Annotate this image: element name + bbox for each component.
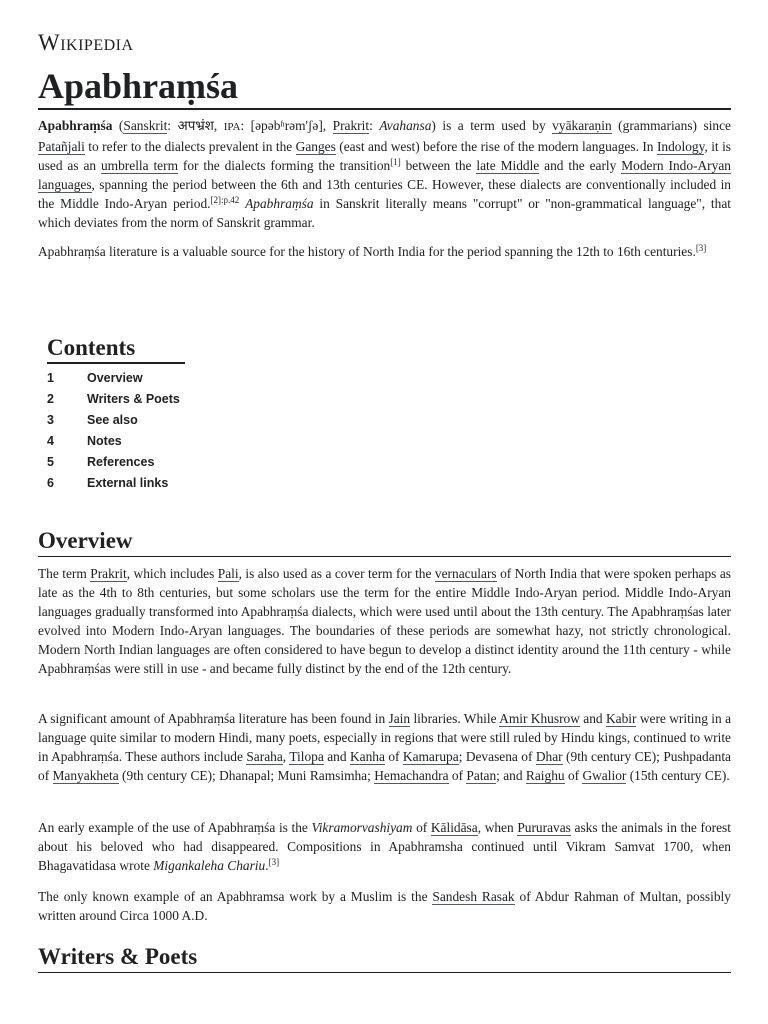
- text: asks the animals in the forest about his beloved who had disappeared. Compositions in Apabhramsha continued until Vikram Samvat 1700, when Bhagavatidasa wrote: [38, 820, 731, 873]
- toc-number: 5: [47, 455, 54, 469]
- text: A significant amount of Apabhraṃśa literature has been found in: [38, 711, 389, 726]
- section-heading-overview: Overview: [38, 526, 731, 557]
- toc-number: 6: [47, 476, 54, 490]
- text: libraries. While: [410, 711, 500, 726]
- link-kalidasa[interactable]: Kālidāsa: [430, 820, 478, 835]
- toc-label: External links: [87, 476, 169, 490]
- link-amir-khusrow[interactable]: Amir Khusrow: [499, 711, 580, 726]
- text: and: [323, 749, 350, 764]
- link-pururavas[interactable]: Pururavas: [517, 820, 571, 835]
- link-saraha[interactable]: Saraha: [246, 749, 283, 764]
- text: :: [369, 118, 380, 133]
- text: , it is used as an: [38, 139, 731, 173]
- text: (east and west) before the rise of the modern languages. In: [335, 139, 657, 154]
- link-indology[interactable]: Indology: [656, 139, 705, 154]
- toc-item-external-links[interactable]: [47, 476, 187, 497]
- link-manyakheta[interactable]: Manyakheta: [52, 768, 119, 783]
- toc-number: 2: [47, 392, 54, 406]
- citation-3[interactable]: [3]: [268, 857, 280, 867]
- link-pali[interactable]: Pali: [217, 566, 239, 581]
- text: of: [384, 749, 403, 764]
- text: , spanning the period between the 6th and 13th centuries CE. However, these dialects are conventionally included in the Middle Indo-Aryan period.: [38, 177, 731, 211]
- text: Apabhraṃśa literature is a valuable source for the history of North India for the period spanning the 12th to 16th centuries.: [38, 244, 696, 259]
- link-kamarupa[interactable]: Kamarupa: [402, 749, 459, 764]
- work-title-italic: Vikramorvashiyam: [311, 820, 413, 835]
- toc-list: [47, 371, 187, 497]
- citation-1[interactable]: [1]: [390, 157, 401, 167]
- link-kabir[interactable]: Kabir: [605, 711, 637, 726]
- text: ; Devasena of: [458, 749, 536, 764]
- text: , is also used as a cover term for the: [238, 566, 435, 581]
- toc-label: Overview: [87, 371, 143, 385]
- link-patanjali[interactable]: Patañjali: [38, 139, 85, 154]
- toc-number: 3: [47, 413, 54, 427]
- text: : अपभ्रंश,: [167, 118, 224, 133]
- text: : [əpəbʱrəm'ʃə],: [240, 118, 333, 133]
- overview-paragraph-3: [38, 818, 731, 875]
- citation-2[interactable]: [2]:p.42: [210, 195, 240, 205]
- toc-item-references[interactable]: [47, 455, 187, 476]
- toc-number: 1: [47, 371, 54, 385]
- text: of Abdur Rahman of Multan, possibly written around Circa 1000 A.D.: [38, 889, 731, 923]
- intro-paragraph-2: [38, 242, 731, 261]
- text: were writing in a language quite similar to modern Hindi, many poets, especially in regions that were still ruled by Hindu kings, continued to write in Apabhraṃśa. These authors include: [38, 711, 732, 764]
- toc-item-notes[interactable]: [47, 434, 187, 455]
- link-hemachandra[interactable]: Hemachandra: [374, 768, 449, 783]
- wikipedia-wordmark[interactable]: Wikipedia: [38, 30, 134, 55]
- term-italic: Apabhraṃśa: [245, 196, 314, 211]
- toc-item-overview[interactable]: [47, 371, 187, 392]
- overview-paragraph-1: [38, 564, 731, 678]
- toc-label: Writers & Poets: [87, 392, 180, 406]
- text: for the dialects forming the transition: [178, 158, 391, 173]
- text: to refer to the dialects prevalent in the: [84, 139, 296, 154]
- text: .: [265, 858, 269, 873]
- link-tilopa[interactable]: Tilopa: [289, 749, 324, 764]
- ipa-label[interactable]: IPA: [223, 121, 241, 133]
- text: (15th century CE).: [626, 768, 730, 783]
- link-sanskrit[interactable]: Sanskrit: [123, 118, 168, 133]
- text: of: [564, 768, 583, 783]
- text: between the: [400, 158, 477, 173]
- overview-paragraph-2: [38, 709, 731, 785]
- section-heading-writers-poets: Writers & Poets: [38, 942, 731, 973]
- text: , when: [477, 820, 518, 835]
- link-gwalior[interactable]: Gwalior: [582, 768, 627, 783]
- table-of-contents: [47, 334, 187, 497]
- intro-paragraph-1: [38, 116, 731, 232]
- link-prakrit[interactable]: Prakrit: [332, 118, 370, 133]
- text: and: [579, 711, 606, 726]
- link-vyakaranin[interactable]: vyākaraṇin: [552, 118, 612, 133]
- text: ; and: [496, 768, 526, 783]
- toc-number: 4: [47, 434, 54, 448]
- citation-3[interactable]: [3]: [695, 243, 707, 253]
- text: An early example of the use of Apabhraṃśa is the: [38, 820, 312, 835]
- toc-label: Notes: [87, 434, 122, 448]
- text: of: [448, 768, 467, 783]
- text: (9th century CE); Pushpadanta of: [38, 749, 731, 783]
- toc-title: Contents: [47, 334, 185, 364]
- text: (9th century CE); Dhanapal; Muni Ramsimha;: [118, 768, 375, 783]
- link-jain[interactable]: Jain: [388, 711, 411, 726]
- link-ganges[interactable]: Ganges: [295, 139, 336, 154]
- term-bold: Apabhraṃśa: [38, 118, 113, 133]
- link-umbrella-term[interactable]: umbrella term: [100, 158, 178, 173]
- link-kanha[interactable]: Kanha: [349, 749, 385, 764]
- text: ) is a term used by: [431, 118, 553, 133]
- text: and the early: [539, 158, 622, 173]
- text: , which includes: [126, 566, 218, 581]
- link-vernaculars[interactable]: vernaculars: [434, 566, 497, 581]
- link-late-middle[interactable]: late Middle: [476, 158, 540, 173]
- article-title: Apabhraṃśa: [38, 64, 731, 110]
- text: in Sanskrit literally means "corrupt" or "non-grammatical language", that which deviates from the norm of Sanskrit grammar.: [38, 196, 732, 230]
- work-title-italic: Migankaleha Chariu: [153, 858, 266, 873]
- text: of: [412, 820, 431, 835]
- text: The only known example of an Apabhramsa work by a Muslim is the: [38, 889, 433, 904]
- link-dhar[interactable]: Dhar: [535, 749, 563, 764]
- text: ,: [282, 749, 290, 764]
- link-modern-indo-aryan[interactable]: Modern Indo-Aryan languages: [38, 158, 731, 192]
- toc-item-writers-poets[interactable]: [47, 392, 187, 413]
- link-prakrit[interactable]: Prakrit: [90, 566, 127, 581]
- toc-item-see-also[interactable]: [47, 413, 187, 434]
- toc-label: References: [87, 455, 155, 469]
- link-sandesh-rasak[interactable]: Sandesh Rasak: [432, 889, 515, 904]
- term-italic: Avahansa: [379, 118, 432, 133]
- text: (grammarians) since: [611, 118, 731, 133]
- text: The term: [38, 566, 91, 581]
- link-patan[interactable]: Patan: [466, 768, 497, 783]
- link-raighu[interactable]: Raighu: [525, 768, 565, 783]
- text: (: [112, 118, 124, 133]
- toc-label: See also: [87, 413, 138, 427]
- text: of North India that were spoken perhaps as late as the 4th to 8th centuries, but some scholars use the term for the entire Middle Indo-Aryan period. Middle Indo-Aryan languages gradually transformed into Apabhraṃśa dialects, which were used until about the 13th century. The Apabhraṃśas later evolved into Modern Indo-Aryan languages. The boundaries of these periods are somewhat hazy, not strictly chronological. Modern North Indian languages are often considered to have begun to develop a distinct identity around the 11th century - while Apabhraṃśas were still in use - and became fully distinct by the end of the 12th century.: [38, 566, 731, 676]
- overview-paragraph-4: [38, 887, 731, 925]
